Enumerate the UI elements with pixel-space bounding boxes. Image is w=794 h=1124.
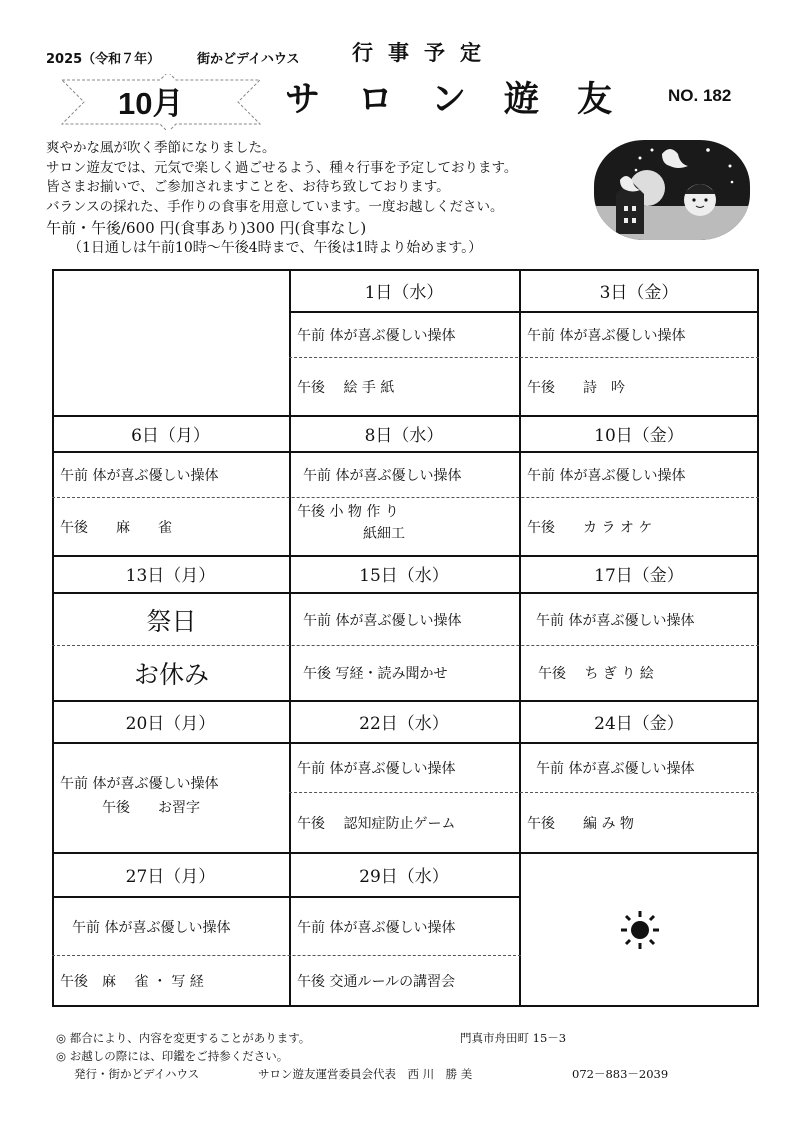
address: 門真市舟田町 15－3 (460, 1031, 567, 1045)
date-header: 6日（月） (131, 425, 210, 446)
date-header: 20日（月） (125, 713, 216, 734)
change-notice: ◎ 都合により、内容を変更することがあります。 (56, 1031, 311, 1045)
representative: サロン遊友運営委員会代表 西 川 勝 美 (258, 1067, 473, 1081)
sun-icon (620, 910, 660, 950)
intro-line: 爽やかな風が吹く季節になりました。 (46, 140, 276, 156)
month-label: 10月 (118, 86, 184, 121)
pm-activity (297, 501, 519, 555)
date-header: 27日（月） (125, 866, 216, 887)
am-activity: 午前 体が喜ぶ優しい操体 (527, 328, 686, 344)
pm-activity: 午後 絵 手 紙 (297, 379, 395, 396)
pm-activity: 午後 ち ぎ り 絵 (538, 666, 654, 682)
date-header: 24日（金） (594, 713, 684, 734)
date-header: 15日（水） (359, 566, 449, 586)
date-header: 8日（水） (364, 425, 444, 446)
date-header: 1日（水） (364, 282, 444, 303)
am-activity: 午前 体が喜ぶ優しい操体 (536, 612, 695, 629)
intro-line: サロン遊友では、元気で楽しく過ごせるよう、種々行事を予定しております。 (46, 159, 518, 176)
pm-activity: 午後 カ ラ オ ケ (527, 519, 653, 536)
closed-label: お休み (133, 660, 209, 689)
hours-line: （1日通しは午前10時～午後4時まで、午後は1時より始めます。） (68, 240, 483, 256)
document-kind: 行事予定 (352, 41, 496, 65)
pm-activity: 午後 麻 雀 ・ 写 経 (60, 973, 204, 990)
date-header: 29日（水） (359, 866, 449, 887)
am-activity: 午前 体が喜ぶ優しい操体 (297, 328, 456, 344)
intro-line: 皆さまお揃いで、ご参加されますことを、お待ち致しております。 (46, 179, 450, 195)
intro-text (46, 139, 517, 259)
pm-activity: 午後 編 み 物 (527, 815, 634, 832)
page-title: サロン遊友 (285, 80, 651, 120)
phone-number: 072－883－2039 (572, 1067, 669, 1081)
price-line: 午前・午後/600 円(食事あり)300 円(食事なし) (46, 219, 367, 237)
holiday-label: 祭日 (146, 606, 197, 636)
publisher: 発行・街かどデイハウス (74, 1067, 200, 1081)
am-activity: 午前 体が喜ぶ優しい操体 (60, 468, 219, 484)
am-activity: 午前 体が喜ぶ優しい操体 (303, 468, 462, 484)
date-header: 22日（水） (359, 713, 449, 734)
am-activity: 午前 体が喜ぶ優しい操体 (72, 919, 231, 936)
am-activity: 午前 体が喜ぶ優しい操体 (303, 612, 462, 629)
am-activity: 午前 体が喜ぶ優しい操体 (297, 761, 456, 777)
pm-activity: 午後 認知症防止ゲーム (297, 815, 456, 832)
halloween-illustration (592, 136, 752, 244)
pm-activity: 午後 詩 吟 (527, 379, 625, 396)
seal-notice: ◎ お越しの際には、印鑑をご持参ください。 (56, 1049, 289, 1063)
pm-activity: 午後 お習字 (102, 800, 200, 816)
intro-line: バランスの採れた、手作りの食事を用意しています。一度お越しください。 (46, 198, 504, 215)
pm-activity: 午後 写経・読み聞かせ (303, 666, 448, 682)
day-activities (60, 772, 289, 820)
date-header: 3日（金） (599, 282, 679, 303)
date-header: 17日（金） (594, 566, 684, 586)
pm-activity-line: 紙細工 (363, 526, 405, 542)
organizer-label: 街かどデイハウス (197, 52, 300, 67)
date-header: 13日（月） (125, 566, 216, 586)
pm-activity: 午後 交通ルールの講習会 (297, 973, 456, 990)
date-header: 10日（金） (594, 425, 684, 446)
am-activity: 午前 体が喜ぶ優しい操体 (60, 776, 219, 792)
issue-number: NO. 182 (668, 86, 732, 105)
pm-activity: 午後 麻 雀 (60, 519, 172, 536)
year-label: 2025（令和７年） (46, 52, 161, 67)
am-activity: 午前 体が喜ぶ優しい操体 (297, 919, 456, 936)
am-activity: 午前 体が喜ぶ優しい操体 (536, 761, 695, 777)
am-activity: 午前 体が喜ぶ優しい操体 (527, 468, 686, 484)
pm-activity-line: 午後 小 物 作 り (297, 504, 399, 520)
schedule-table (52, 269, 759, 1007)
